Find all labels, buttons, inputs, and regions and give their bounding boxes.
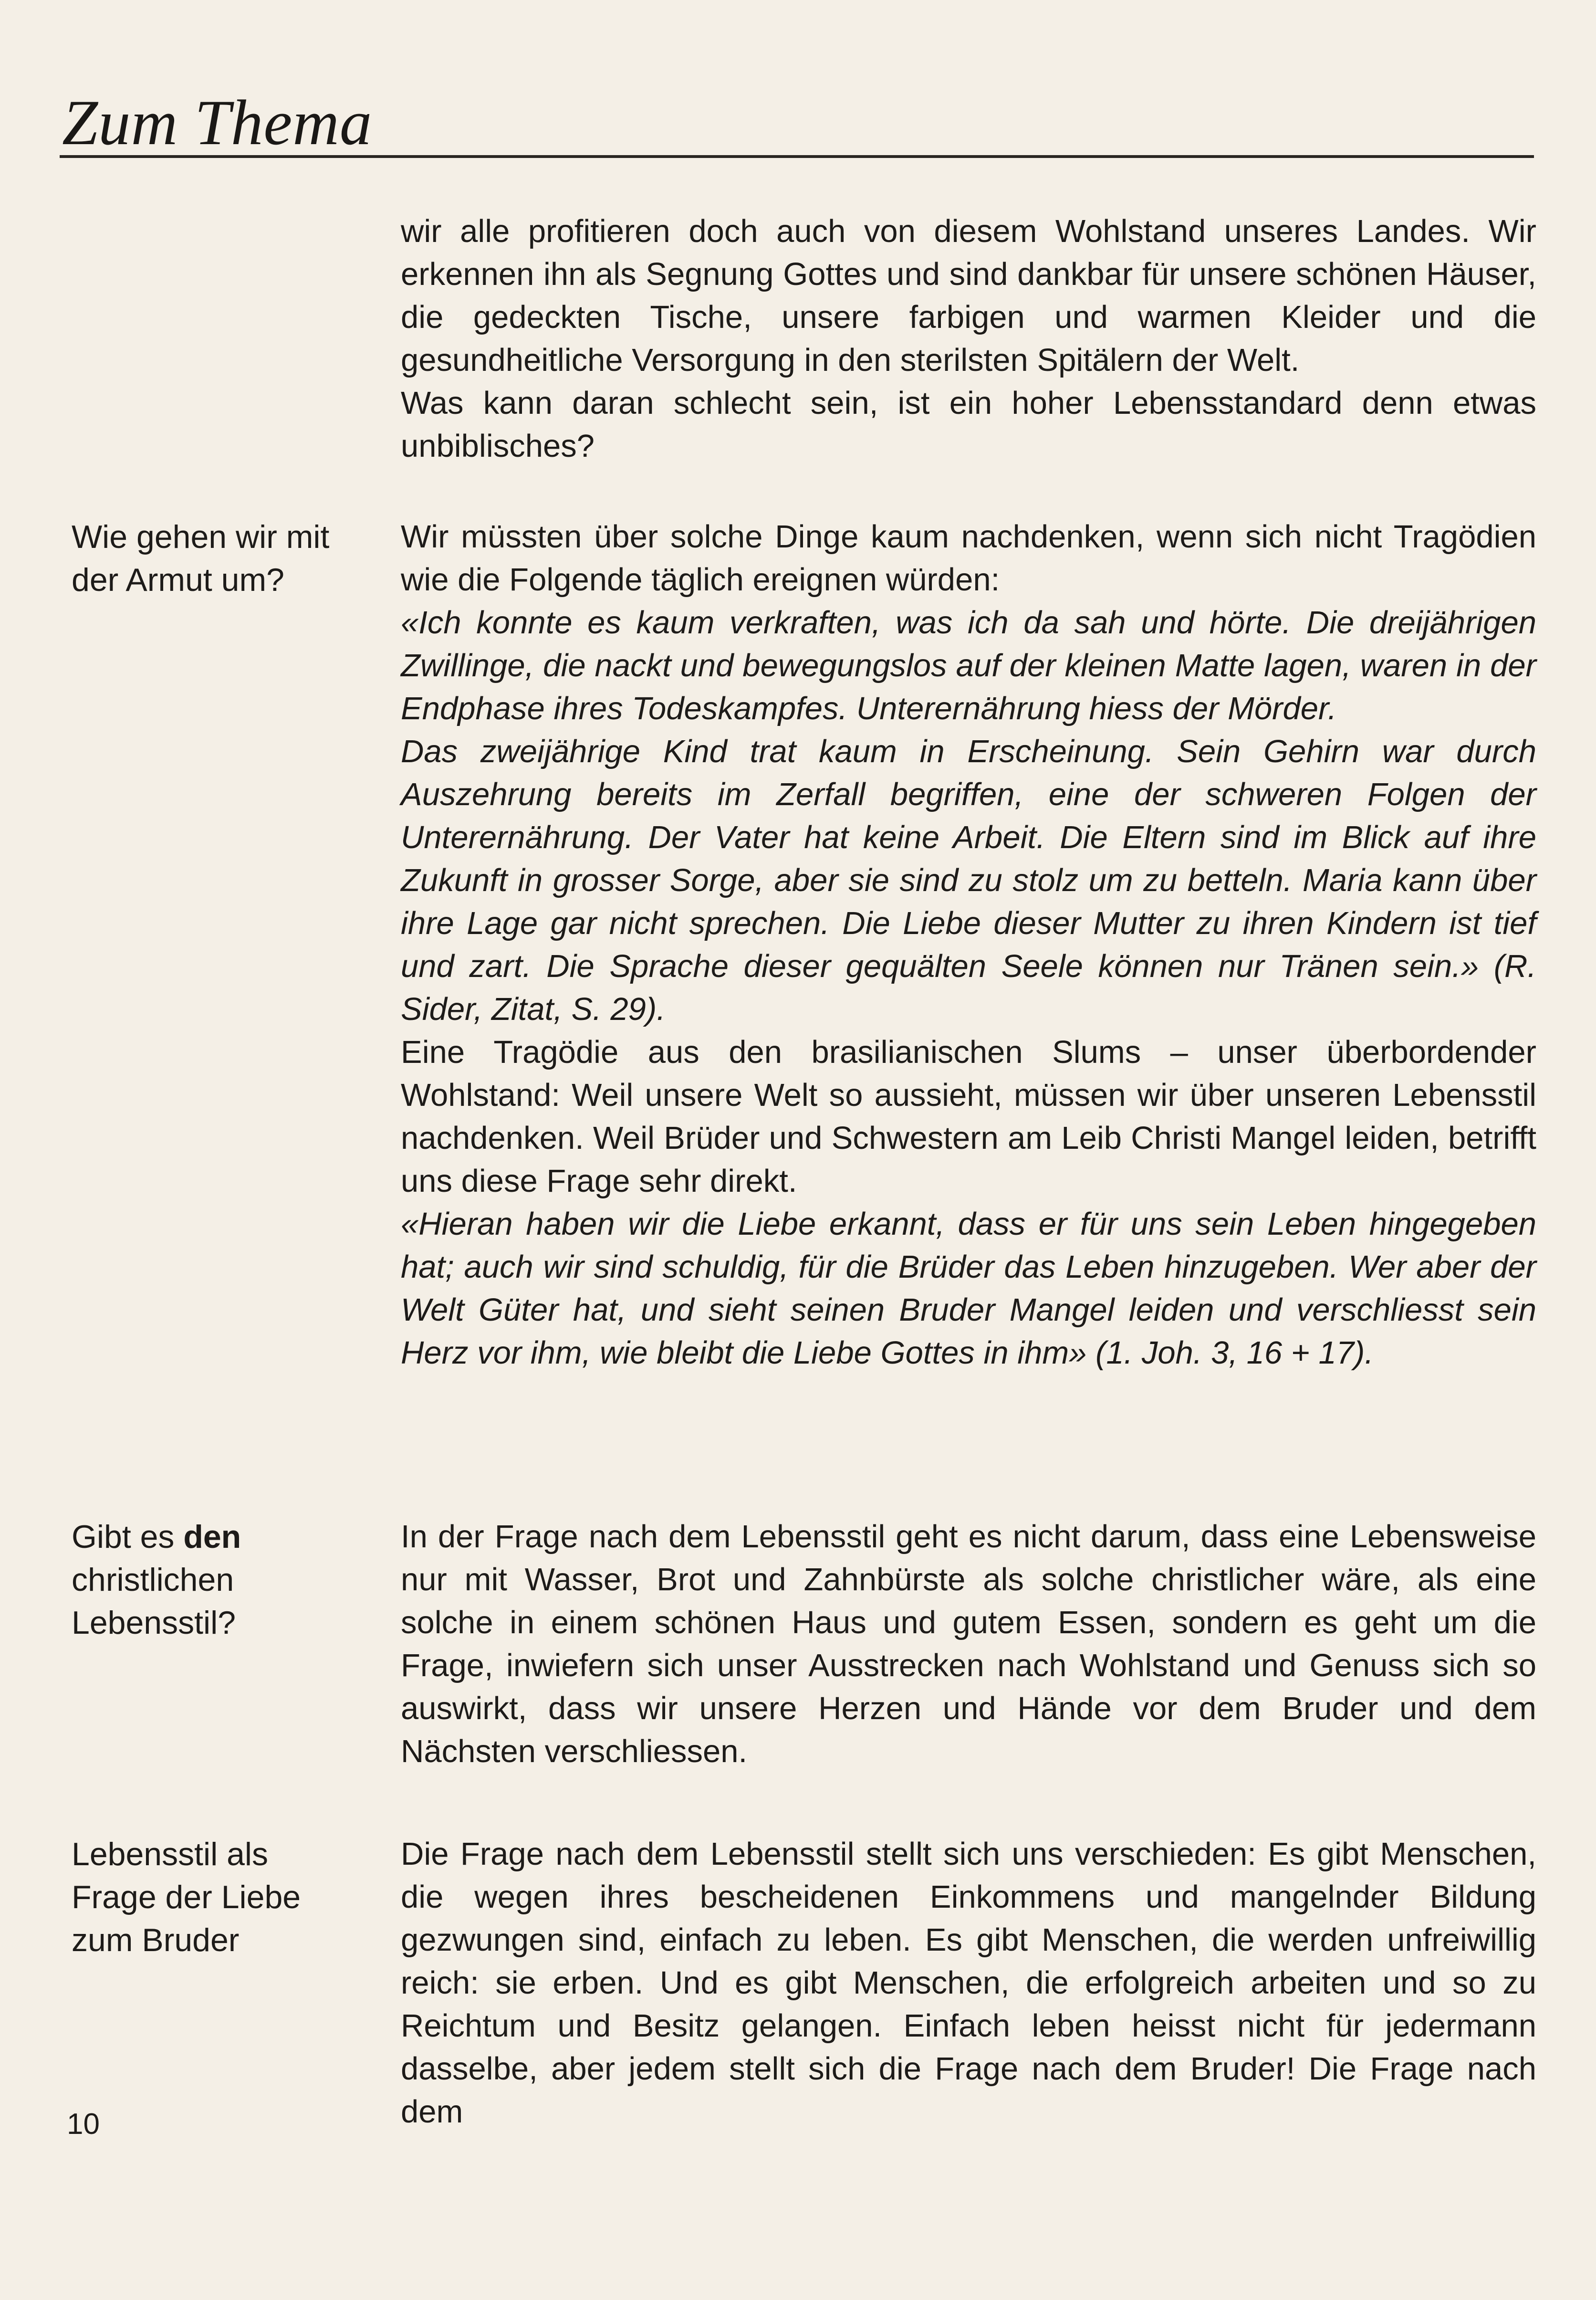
section-title: Zum Thema [62, 87, 373, 158]
main-column [401, 515, 1536, 1375]
paragraph: wir alle profitieren doch auch von diesem Wohlstand unseres Landes. Wir erkennen ihn als Segnung Gottes und sind dankbar für unsere schönen Häuser, die gedeckten Tische, unsere farbigen und warmen Kleider und die gesundheitliche Versorgung in den sterilsten Spitälern der Welt. [401, 213, 1536, 378]
page-number: 10 [67, 2108, 100, 2141]
main-column [401, 210, 1536, 468]
quote-paragraph: «Ich konnte es kaum verkraften, was ich da sah und hörte. Die dreijährigen Zwillinge, die nackt und bewegungslos auf der kleinen Matte lagen, waren in der Endphase ihres Todeskampfes. Unterernährung hiess der Mörder. [401, 605, 1536, 726]
margin-note-text: christlichen Lebensstil? [72, 1562, 236, 1641]
title-rule [60, 155, 1534, 158]
margin-note: Lebensstil als Frage der Liebe zum Bruder [72, 1836, 301, 1958]
paragraph: Eine Tragödie aus den brasilianischen Slums – unser überbordender Wohlstand: Weil unsere Welt so aussieht, müssen wir über unseren Lebensstil nachdenken. Weil Brüder und Schwestern am Leib Christi Mangel leiden, betrifft uns diese Frage sehr direkt. [401, 1034, 1536, 1199]
main-column [401, 1833, 1536, 2133]
margin-note: Wie gehen wir mit der Armut um? [72, 519, 330, 598]
paragraph: In der Frage nach dem Lebensstil geht es nicht darum, dass eine Lebensweise nur mit Wasser, Brot und Zahnbürste als solche christlicher wäre, als eine solche in einem schönen Haus und gutem Essen, sondern es geht um die Frage, inwiefern sich unser Ausstrecken nach Wohlstand und Genuss sich so auswirkt, dass wir unsere Herzen und Hände vor dem Bruder und dem Nächsten verschliessen. [401, 1519, 1536, 1769]
margin-note-text: Gibt es [72, 1519, 184, 1555]
paragraph: Die Frage nach dem Lebensstil stellt sich uns verschieden: Es gibt Menschen, die wegen ihres bescheidenen Einkommens und mangelnder Bildung gezwungen sind, einfach zu leben. Es gibt Menschen, die werden unfreiwillig reich: sie erben. Und es gibt Menschen, die erfolgreich arbeiten und so zu Reichtum und Besitz gelangen. Einfach leben heisst nicht für jedermann dasselbe, aber jedem stellt sich die Frage nach dem Bruder! Die Frage nach dem [401, 1836, 1536, 2130]
quote-paragraph: Das zweijährige Kind trat kaum in Erscheinung. Sein Gehirn war durch Auszehrung bereits im Zerfall begriffen, eine der schweren Folgen der Unterernährung. Der Vater hat keine Arbeit. Die Eltern sind im Blick auf ihre Zukunft in grosser Sorge, aber sie sind zu stolz um zu betteln. Maria kann über ihre Lage gar nicht sprechen. Die Liebe dieser Mutter zu ihren Kindern ist tief und zart. Die Sprache dieser gequälten Seele können nur Tränen sein.» (R. Sider, Zitat, S. 29). [401, 734, 1536, 1027]
paragraph: Wir müssten über solche Dinge kaum nachdenken, wenn sich nicht Tragödien wie die Folgende täglich ereignen würden: [401, 519, 1536, 598]
margin-note [72, 1515, 339, 1644]
main-column [401, 1515, 1536, 1773]
margin-note-emphasis: den [183, 1519, 241, 1555]
bible-quote-paragraph: «Hieran haben wir die Liebe erkannt, dass er für uns sein Leben hingegeben hat; auch wir sind schuldig, für die Brüder das Leben hinzugeben. Wer aber der Welt Güter hat, und sieht seinen Bruder Mangel leiden und verschliesst sein Herz vor ihm, wie bleibt die Liebe Gottes in ihm» (1. Joh. 3, 16 + 17). [401, 1206, 1536, 1371]
paragraph: Was kann daran schlecht sein, ist ein hoher Lebensstandard denn etwas unbiblisches? [401, 385, 1536, 464]
